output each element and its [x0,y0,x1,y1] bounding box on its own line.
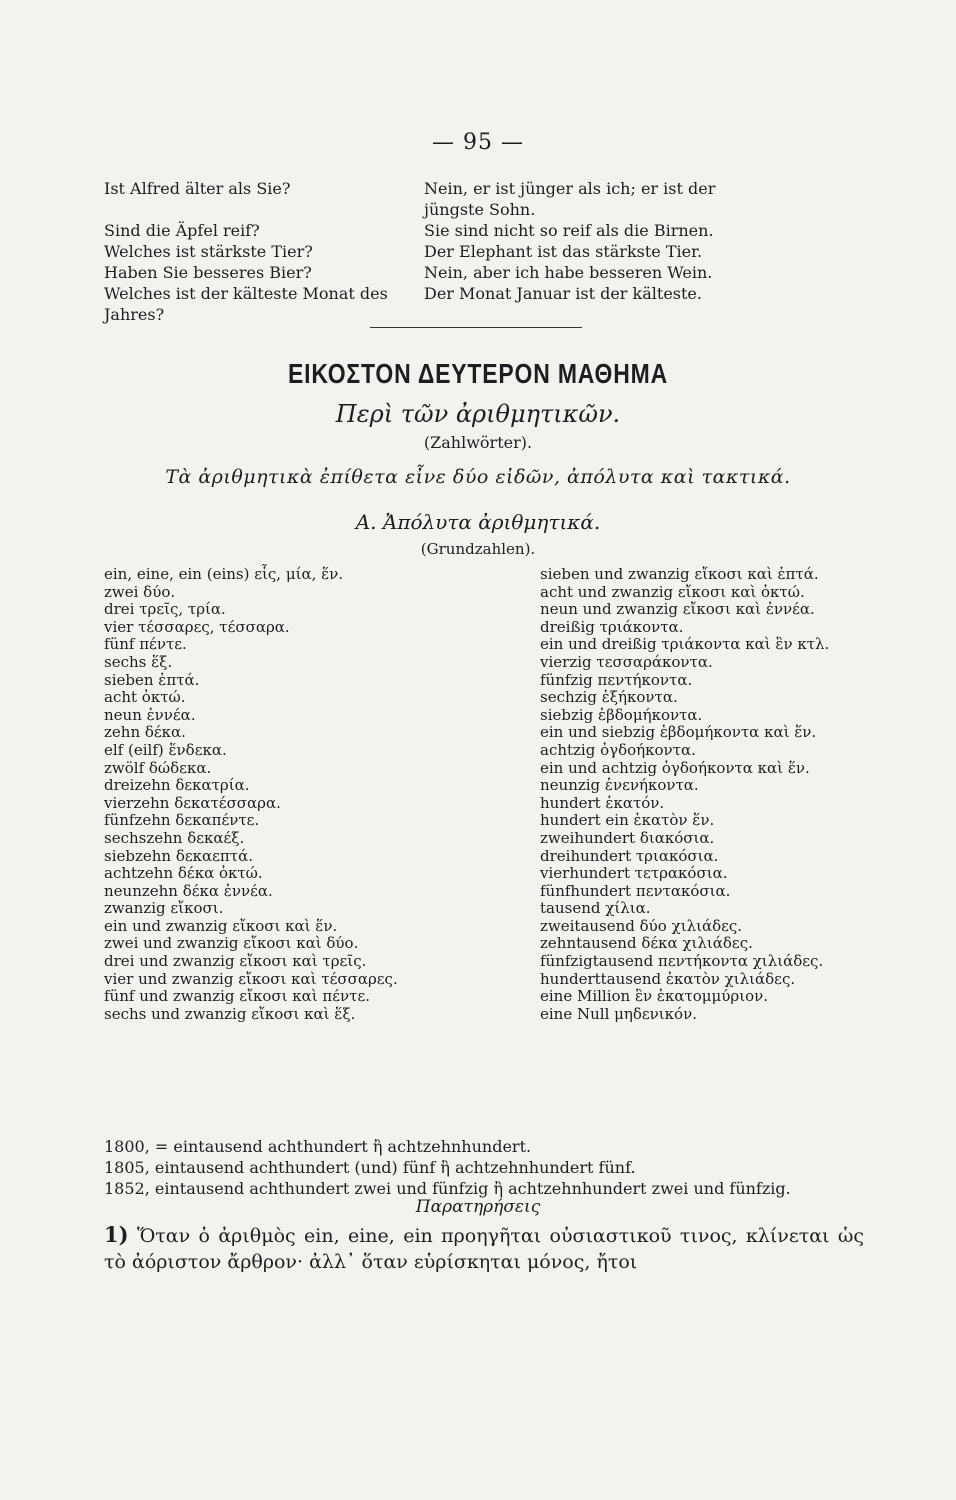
answer-text [424,262,864,283]
intro-sentence: Τὰ ἀριθμητικὰ ἐπίθετα εἶνε δύο εἰδῶν, ἀπόλυτα καὶ τακτικά. [165,466,791,488]
numeral-entry: zweitausend δύο χιλιάδες. [540,916,743,935]
numeral-entry: vierzig τεσσαράκοντα. [540,652,713,671]
numeral-entry: fünfzehn δεκαπέντε. [104,811,260,830]
year-example-line: 1800, = eintausend achthundert ἢ achtzehnhundert. [104,1137,532,1156]
numeral-entry: neunzehn δέκα ἐννέα. [104,881,273,900]
numeral-entry: ein und dreißig τριάκοντα καὶ ἓν κτλ. [540,635,830,654]
qa-row [104,178,864,220]
answer-line: Nein, er ist jünger als ich; er ist der [424,179,716,198]
numeral-entry: drei τρεῖς, τρία. [104,600,226,619]
numeral-entry: ein, eine, ein (eins) εἷς, μία, ἕν. [104,565,344,583]
numeral-entry: vier τέσσαρες, τέσσαρα. [104,617,290,636]
numeral-entry: zehntausend δέκα χιλιάδες. [540,934,753,953]
numeral-entry: vier und zwanzig εἴκοσι καὶ τέσσαρες. [104,969,398,988]
year-example-line: 1852, eintausend achthundert zwei und fünfzig ἢ achtzehnhundert zwei und fünfzig. [104,1179,791,1198]
numeral-entry: sechs und zwanzig εἴκοσι καὶ ἕξ. [104,1004,356,1023]
numeral-entry: dreißig τριάκοντα. [540,617,684,636]
question-text: Welches ist stärkste Tier? [104,242,313,261]
numeral-entry: neun ἐννέα. [104,705,196,724]
numeral-entry: hundert ἑκατόν. [540,793,665,812]
year-examples [104,1136,864,1199]
numeral-entry: fünfzigtausend πεντήκοντα χιλιάδες. [540,952,824,971]
numeral-entry: siebzehn δεκαεπτά. [104,846,253,865]
numeral-entry: fünfhundert πεντακόσια. [540,881,731,900]
numeral-entry: elf (eilf) ἕνδεκα. [104,740,227,759]
numeral-entry: dreihundert τριακόσια. [540,846,719,865]
numeral-entry: acht ὀκτώ. [104,688,186,707]
numeral-entry: fünf und zwanzig εἴκοσι καὶ πέντε. [104,987,370,1006]
numeral-entry: achtzig ὀγδοήκοντα. [540,740,696,759]
numeral-entry: fünfzig πεντήκοντα. [540,670,693,689]
section-title: Α. Ἀπόλυτα ἀριθμητικά. [355,510,601,534]
numeral-entry: zweihundert διακόσια. [540,828,715,847]
remark-number: 1) [104,1222,129,1247]
question-text: Ist Alfred älter als Sie? [104,179,291,198]
numeral-entry: zwölf δώδεκα. [104,758,212,777]
answer-text [424,241,864,262]
numeral-entry: achtzehn δέκα ὀκτώ. [104,864,263,883]
answer-line: Nein, aber ich habe besseren Wein. [424,263,713,282]
answer-line: Der Monat Januar ist der kälteste. [424,284,702,303]
question-text: Sind die Äpfel reif? [104,221,260,240]
numeral-entry: sechzig ἑξήκοντα. [540,688,678,707]
numeral-entry: vierzehn δεκατέσσαρα. [104,793,281,812]
numeral-entry: sechs ἕξ. [104,652,173,671]
qa-row [104,220,864,241]
numerals-right-column [540,566,880,1023]
lesson-subheading: Περὶ τῶν ἀριθμητικῶν. [335,400,621,428]
numeral-entry: zwei δύο. [104,582,176,601]
numeral-entry: neun und zwanzig εἴκοσι καὶ ἐννέα. [540,600,815,619]
answer-text [424,283,864,325]
numeral-entry: zwanzig εἴκοσι. [104,899,224,918]
numeral-entry: hundert ein ἑκατὸν ἕν. [540,811,715,830]
page-number: — 95 — [432,130,524,155]
year-example-line: 1805, eintausend achthundert (und) fünf ἢ achtzehnhundert fünf. [104,1158,636,1177]
numeral-entry: fünf πέντε. [104,635,187,654]
answer-text [424,178,864,220]
numeral-entry: sieben und zwanzig εἴκοσι καὶ ἑπτά. [540,565,819,583]
numeral-entry: dreizehn δεκατρία. [104,776,250,795]
remark-text: Ὅταν ὁ ἀριθμὸς ein, eine, ein προηγῆται οὐσιαστικοῦ τινος, κλίνεται ὡς τὸ ἀόριστον ἄρθρον· ἀλλ᾽ ὅταν εὑρίσκηται μόνος, ἤτοι [104,1225,864,1273]
numeral-entry: zwei und zwanzig εἴκοσι καὶ δύο. [104,934,359,953]
answer-text [424,220,864,241]
numeral-entry: drei und zwanzig εἴκοσι καὶ τρεῖς. [104,952,367,971]
qa-row [104,262,864,283]
numeral-entry: sieben ἑπτά. [104,670,200,689]
question-text: Welches ist der kälteste Monat des Jahres? [104,284,388,324]
qa-row [104,283,864,325]
question-answer-list [104,178,864,325]
remarks-title: Παρατηρήσεις [415,1197,541,1217]
numeral-entry: ein und zwanzig εἴκοσι καὶ ἕν. [104,916,338,935]
numeral-entry: eine Million ἓν ἑκατομμύριον. [540,987,769,1006]
answer-line: Sie sind nicht so reif als die Birnen. [424,221,714,240]
answer-continuation: jüngste Sohn. [424,200,536,219]
lesson-subnote: (Zahlwörter). [423,433,533,452]
numeral-entry: eine Null μηδενικόν. [540,1004,697,1023]
numerals-left-column [104,566,484,1023]
numeral-entry: ein und achtzig ὀγδοήκοντα καὶ ἕν. [540,758,810,777]
numeral-entry: hunderttausend ἑκατὸν χιλιάδες. [540,969,796,988]
numeral-entry: vierhundert τετρακόσια. [540,864,728,883]
numeral-entry: zehn δέκα. [104,723,186,742]
section-divider [370,327,582,328]
numeral-entry: tausend χίλια. [540,899,651,918]
numeral-entry: acht und zwanzig εἴκοσι καὶ ὀκτώ. [540,582,805,601]
remark-paragraph [104,1222,864,1275]
numeral-entry: siebzig ἑβδομήκοντα. [540,705,703,724]
numeral-entry: neunzig ἐνενήκοντα. [540,776,699,795]
numeral-entry: sechszehn δεκαέξ. [104,828,245,847]
question-text: Haben Sie besseres Bier? [104,263,312,282]
qa-row [104,241,864,262]
lesson-heading: ΕΙΚΟΣΤΟΝ ΔΕΥΤΕΡΟΝ ΜΑΘΗΜΑ [288,358,668,389]
numeral-entry: ein und siebzig ἑβδομήκοντα καὶ ἕν. [540,723,817,742]
answer-line: Der Elephant ist das stärkste Tier. [424,242,703,261]
section-note: (Grundzahlen). [420,540,536,558]
